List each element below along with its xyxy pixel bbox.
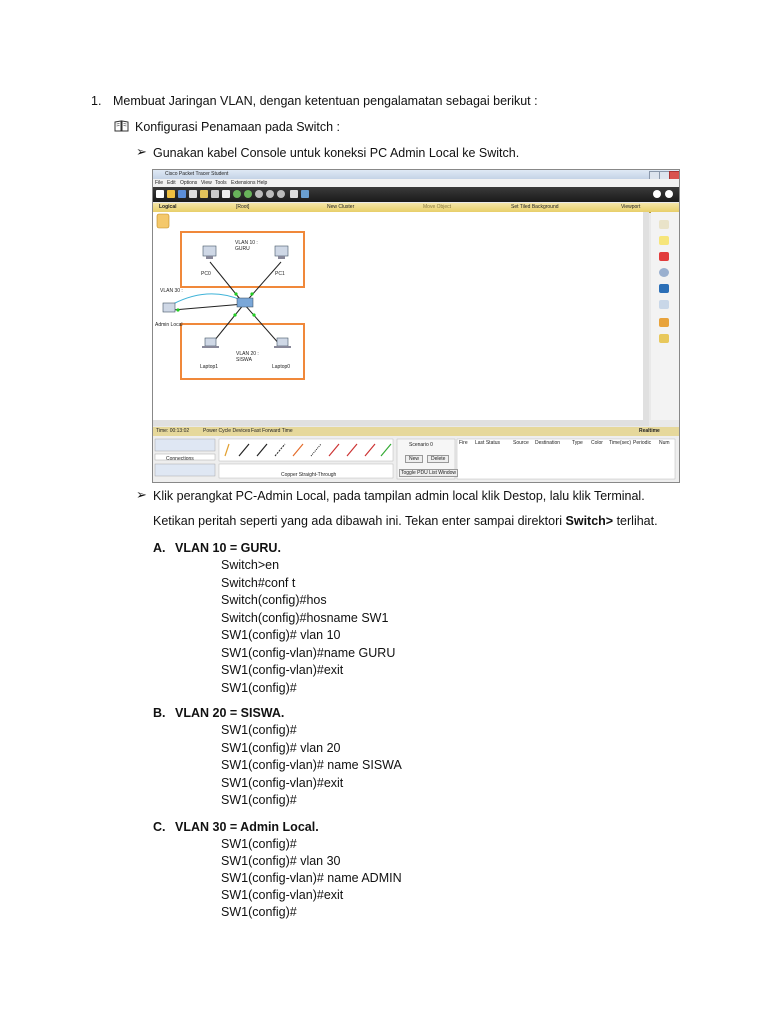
- menu-item-tools: Tools: [215, 180, 227, 186]
- command-line: SW1(config)# vlan 20: [221, 741, 341, 755]
- bullet-2-text-end: terlihat.: [613, 514, 658, 528]
- laptop1-base: [202, 346, 219, 348]
- cable-selector: [219, 439, 393, 461]
- link-light: [234, 292, 237, 295]
- section-c-title: VLAN 30 = Admin Local.: [175, 820, 319, 834]
- section-a-title: VLAN 10 = GURU.: [175, 541, 281, 555]
- info-icon: [653, 190, 661, 198]
- link-light: [176, 308, 179, 311]
- fast-forward-button: Fast Forward Time: [251, 428, 293, 434]
- note-icon: [659, 236, 669, 245]
- device-icon: [301, 190, 309, 198]
- pdu-col-periodic: Periodic: [633, 440, 652, 446]
- command-line: SW1(config-vlan)#name GURU: [221, 646, 396, 660]
- admin-pc-icon: [163, 303, 175, 312]
- time-readout: Time: 00:13:02: [156, 428, 190, 434]
- section-a-label: A.: [153, 541, 166, 555]
- topology-diagram: [153, 212, 649, 420]
- resize-icon: [659, 284, 669, 293]
- time-bar: [153, 427, 679, 436]
- logical-canvas: [153, 212, 649, 420]
- command-line: SW1(config)#: [221, 793, 297, 807]
- link-light: [252, 313, 255, 316]
- command-line: SW1(config-vlan)# name SISWA: [221, 758, 402, 772]
- device-type-icons: [155, 439, 215, 451]
- new-cluster-button: New Cluster: [327, 204, 355, 210]
- laptop0-base: [274, 346, 291, 348]
- book-icon: [114, 120, 129, 132]
- menu-item-help: Help: [257, 180, 268, 186]
- menu-bar: [153, 179, 679, 187]
- command-line: Switch(config)#hos: [221, 593, 327, 607]
- vlan10-label: VLAN 10 :: [235, 240, 258, 246]
- switch-prompt-text: Switch>: [565, 514, 614, 528]
- redo-icon: [244, 190, 252, 198]
- add-pdu-icon: [659, 318, 669, 327]
- command-line: SW1(config)#: [221, 905, 297, 919]
- vlan30-label: VLAN 30 :: [160, 288, 183, 294]
- scenario-select: Scenario 0: [409, 442, 433, 448]
- toggle-pdu-button: Toggle PDU List Window: [401, 470, 457, 476]
- link-light: [250, 292, 253, 295]
- command-line: SW1(config)# vlan 30: [221, 854, 341, 868]
- laptop0-label: Laptop0: [272, 364, 291, 370]
- pdu-col-color: Color: [591, 440, 603, 446]
- pc1-icon: [275, 246, 288, 256]
- command-line: SW1(config)#: [221, 837, 297, 851]
- command-line: Switch(config)#hosname SW1: [221, 611, 389, 625]
- set-tiled-background-button: Set Tiled Background: [511, 204, 559, 210]
- wizard-icon: [200, 190, 208, 198]
- delete-icon: [659, 252, 669, 261]
- paste-icon: [222, 190, 230, 198]
- pc0-stand: [206, 256, 213, 259]
- window-title: Cisco Packet Tracer Student: [165, 171, 229, 177]
- undo-icon: [233, 190, 241, 198]
- packet-tracer-screenshot: [152, 169, 680, 483]
- section-b-title: VLAN 20 = SISWA.: [175, 706, 285, 720]
- list-number: 1.: [91, 94, 102, 108]
- help-icon: [665, 190, 673, 198]
- hand-icon: [157, 214, 169, 228]
- menu-item-edit: Edit: [167, 180, 176, 186]
- open-icon: [167, 190, 175, 198]
- menu-item-file: File: [155, 180, 164, 186]
- cable-pc0: [210, 262, 244, 304]
- command-line: Switch>en: [221, 558, 280, 572]
- select-icon: [659, 220, 669, 229]
- menu-item-view: View: [201, 180, 212, 186]
- pc0-label: PC0: [201, 271, 211, 277]
- new-file-icon: [156, 190, 164, 198]
- move-object-button: Move Object: [423, 204, 452, 210]
- root-label: [Root]: [236, 204, 250, 210]
- delete-scenario-button: Delete: [427, 455, 449, 463]
- pdu-col-fire: Fire: [459, 440, 468, 446]
- new-scenario-button: New: [405, 455, 423, 463]
- menu-item-extensions: Extensions: [231, 180, 256, 186]
- link-light: [233, 313, 236, 316]
- pdu-col-source: Source: [513, 440, 529, 446]
- save-icon: [178, 190, 186, 198]
- zoom-out-icon: [277, 190, 285, 198]
- section-b-label: B.: [153, 706, 166, 720]
- copy-icon: [211, 190, 219, 198]
- switch-icon: [237, 298, 253, 307]
- pc0-icon: [203, 246, 216, 256]
- pdu-col-time: Time(sec): [609, 440, 632, 446]
- pdu-col-destination: Destination: [535, 440, 561, 446]
- right-tool-palette: [651, 212, 679, 420]
- cable-name-label: Copper Straight-Through: [281, 472, 337, 478]
- inspect-icon: [659, 268, 669, 277]
- section-c-label: C.: [153, 820, 166, 834]
- siswa-label: SISWA: [236, 357, 252, 363]
- pc1-stand: [278, 256, 285, 259]
- pdu-col-type: Type: [572, 440, 583, 446]
- guru-label: GURU: [235, 246, 250, 252]
- viewport-button: Viewport: [621, 204, 641, 210]
- bullet-2-text: Ketikan peritah seperti yang ada dibawah ini. Tekan enter sampai direktori: [153, 514, 566, 528]
- pc1-label: PC1: [275, 271, 285, 277]
- connections-label: Connections: [166, 456, 194, 462]
- toolbar: [153, 187, 679, 202]
- console-cable: [173, 294, 241, 304]
- laptop0-icon: [277, 338, 288, 346]
- device-panel: [153, 436, 679, 482]
- cable-pc1: [244, 262, 281, 304]
- zoom-in-icon: [255, 190, 263, 198]
- pdu-col-num: Num: [659, 440, 670, 446]
- arrow-bullet-icon: ➢: [136, 487, 147, 502]
- window-titlebar: [153, 170, 679, 179]
- command-line: Switch#conf t: [221, 576, 296, 590]
- realtime-label: Realtime: [639, 428, 660, 434]
- command-line: SW1(config-vlan)#exit: [221, 888, 344, 902]
- power-cycle-button: Power Cycle Devices: [203, 428, 251, 434]
- logical-tab: Logical: [159, 204, 177, 210]
- bullet-2-line-1: Klik perangkat PC-Admin Local, pada tampilan admin local klik Destop, lalu klik Terminal.: [153, 489, 645, 503]
- command-line: SW1(config-vlan)#exit: [221, 663, 344, 677]
- cable-admin: [173, 304, 244, 310]
- command-line: SW1(config)# vlan 10: [221, 628, 341, 642]
- device-model-icons: [155, 464, 215, 476]
- heading-text: Membuat Jaringan VLAN, dengan ketentuan pengalamatan sebagai berikut :: [113, 94, 538, 108]
- command-line: SW1(config)#: [221, 681, 297, 695]
- sub-heading-text: Konfigurasi Penamaan pada Switch :: [135, 120, 340, 134]
- horizontal-scrollbar: [153, 420, 649, 426]
- vertical-scrollbar: [643, 212, 649, 420]
- pdu-col-last-status: Last Status: [475, 440, 501, 446]
- draw-shape-icon: [659, 300, 669, 309]
- arrow-bullet-icon: ➢: [136, 144, 147, 159]
- laptop1-label: Laptop1: [200, 364, 219, 370]
- complex-pdu-icon: [659, 334, 669, 343]
- bullet-2-line-2: [153, 513, 658, 530]
- print-icon: [189, 190, 197, 198]
- laptop1-icon: [205, 338, 216, 346]
- admin-local-label: Admin Local: [155, 322, 183, 328]
- zoom-reset-icon: [266, 190, 274, 198]
- bullet-1-text: Gunakan kabel Console untuk koneksi PC Admin Local ke Switch.: [153, 146, 520, 160]
- command-line: SW1(config-vlan)# name ADMIN: [221, 871, 402, 885]
- command-line: SW1(config)#: [221, 723, 297, 737]
- command-line: SW1(config-vlan)#exit: [221, 776, 344, 790]
- menu-item-options: Options: [180, 180, 198, 186]
- vlan20-label: VLAN 20 :: [236, 351, 259, 357]
- palette-icon: [290, 190, 298, 198]
